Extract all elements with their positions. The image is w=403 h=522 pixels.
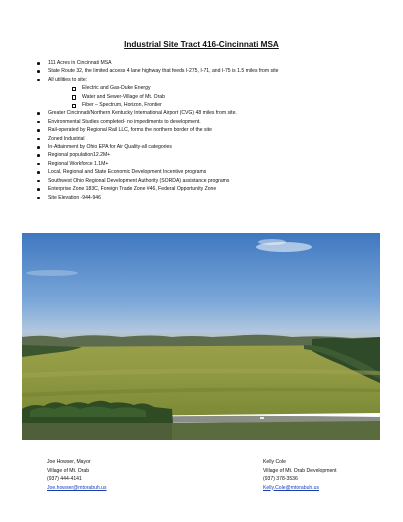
cloud — [26, 270, 78, 276]
aerial-site-photo — [22, 233, 380, 440]
list-item: Local, Regional and State Economic Development Incentive programs — [36, 168, 386, 176]
list-item: Regional Workforce 1.1M+ — [36, 160, 386, 168]
list-item: Environmental Studies completed- no impediments to development. — [36, 118, 386, 126]
list-item: Zoned Industrial — [36, 135, 386, 143]
foreground-trees-highlight — [30, 406, 146, 417]
list-item: Regional population12.2M+ — [36, 151, 386, 159]
vehicle — [260, 417, 264, 419]
contact-right — [263, 458, 337, 492]
contact-phone: (937) 378-3536 — [263, 476, 298, 482]
contact-left — [47, 458, 107, 492]
contact-phone: (937) 444-4141 — [47, 476, 82, 482]
sub-list-item: Electric and Gas-Duke Energy — [48, 84, 386, 92]
utilities-sublist — [48, 84, 386, 109]
list-item: 111 Acres in Cincinnati MSA — [36, 59, 386, 67]
page-title: Industrial Site Tract 416-Cincinnati MSA — [124, 40, 279, 49]
list-item: State Route 32, the limited access 4 lane highway that feeds I-275, I-71, and I-75 is 1.5 miles from site — [36, 67, 386, 75]
contact-email-link[interactable]: Joe.howser@mtorabuh.us — [47, 484, 107, 491]
sub-list-item: Water and Sewer-Village of Mt. Orab — [48, 93, 386, 101]
contact-org: Village of Mt. Orab Development — [263, 467, 337, 474]
list-item-label: All utilities to site: — [48, 76, 88, 83]
list-item: Southwest Ohio Regional Development Authority (SORDA) assistance programs — [36, 177, 386, 185]
list-item: Enterprise Zone 183C, Foreign Trade Zone #46, Federal Opportunity Zone — [36, 185, 386, 193]
list-item: In-Attainment by Ohio EPA for Air Quality-all categories — [36, 143, 386, 151]
sky — [22, 233, 380, 345]
list-item: Site Elevation -944-946 — [36, 194, 386, 202]
list-item: Rail-operated by Regional Rail LLC, forms the northern border of the site — [36, 126, 386, 134]
contact-name: Joe Howser, Mayor — [47, 459, 91, 465]
foreground-grass — [172, 421, 380, 440]
contact-email-link[interactable]: Kelly.Cole@mtorabuh.us — [263, 484, 320, 491]
list-item — [36, 76, 386, 110]
cloud — [258, 239, 286, 245]
sub-list-item: Fiber – Spectrum, Horizon, Frontier — [48, 101, 386, 109]
list-item: Greater Cincinnati/Northern Kentucky International Airport (CVG) 48 miles from site. — [36, 109, 386, 117]
site-features-list — [36, 59, 386, 202]
contact-org: Village of Mt. Orab — [47, 467, 90, 474]
contact-name: Kelly Cole — [263, 459, 286, 465]
